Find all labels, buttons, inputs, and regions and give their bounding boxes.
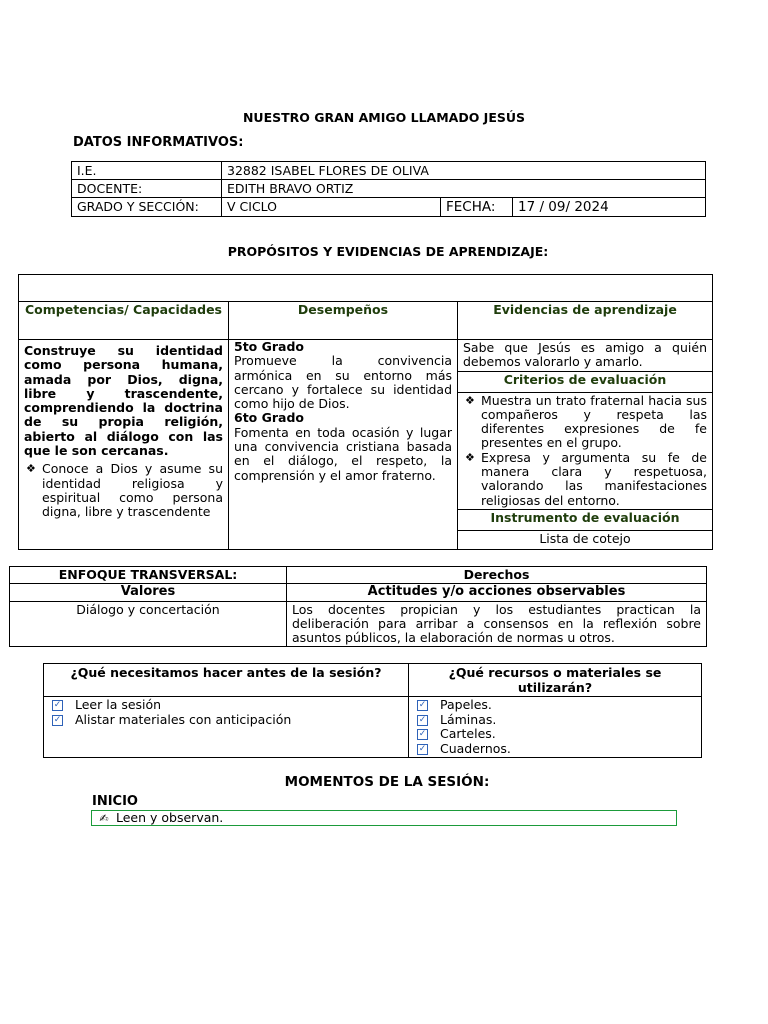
antes-list xyxy=(49,698,403,727)
checkbox-checked-icon: ✓ xyxy=(53,714,62,725)
actitud-value: Los docentes propician y los estudiantes practican la deliberación para arribar a consensos en la reflexión sobre asuntos públicos, la elaboración de normas u otros. xyxy=(287,601,707,647)
antes-cell xyxy=(44,697,409,758)
diamond-bullet-icon: ❖ xyxy=(26,462,36,476)
list-item: ✓ Carteles. xyxy=(418,726,496,741)
valor-value: Diálogo y concertación xyxy=(10,601,287,647)
diamond-bullet-icon: ❖ xyxy=(465,393,475,407)
competencias-header: Competencias/ Capacidades xyxy=(19,302,229,340)
recursos-header: ¿Qué recursos o materiales se utilizarán? xyxy=(409,664,702,697)
criterios-cell xyxy=(458,392,713,509)
criterios-header: Criterios de evaluación xyxy=(458,371,713,392)
writing-hand-icon: ✍ xyxy=(99,812,109,825)
list-item: ✓ Láminas. xyxy=(418,711,497,727)
grado6-text: Fomenta en toda ocasión y lugar una convivencia cristiana basada en el diálogo, el respeto, la comprensión y el amor fraterno. xyxy=(234,424,452,483)
desempenos-header: Desempeños xyxy=(229,302,458,340)
datos-heading: DATOS INFORMATIVOS: xyxy=(73,135,244,150)
recursos-cell xyxy=(409,697,702,758)
checkbox-checked-icon: ✓ xyxy=(53,700,62,710)
desempenos-cell xyxy=(229,340,458,550)
propositos-blank-row xyxy=(19,275,713,302)
competencia-cell xyxy=(19,340,229,550)
criterios-list xyxy=(463,394,707,508)
checkbox-checked-icon: ✓ xyxy=(418,743,427,754)
actitudes-label: Actitudes y/o acciones observables xyxy=(287,584,707,601)
propositos-table xyxy=(18,274,713,550)
enfoque-label: ENFOQUE TRANSVERSAL: xyxy=(10,567,287,584)
datos-table xyxy=(71,161,706,217)
grado5-text: Promueve la convivencia armónica en su entorno más cercano y fortalece su identidad como hijo de Dios. xyxy=(234,353,452,412)
document-title: NUESTRO GRAN AMIGO LLAMADO JESÚS xyxy=(242,110,526,125)
instrumento-value: Lista de cotejo xyxy=(458,530,713,549)
antes-header: ¿Qué necesitamos hacer antes de la sesión? xyxy=(44,664,409,697)
momentos-heading: MOMENTOS DE LA SESIÓN: xyxy=(284,774,490,790)
capacidades-list xyxy=(24,462,223,519)
evidencia-text: Sabe que Jesús es amigo a quién debemos valorarlo y amarlo. xyxy=(458,340,713,372)
list-item: ❖ Conoce a Dios y asume su identidad religiosa y espiritual como persona digna, libre y trascendente xyxy=(26,461,223,520)
recursos-list xyxy=(414,698,696,756)
propositos-heading: PROPÓSITOS Y EVIDENCIAS DE APRENDIZAJE: xyxy=(227,244,549,259)
ie-value: 32882 ISABEL FLORES DE OLIVA xyxy=(222,162,706,180)
docente-label: DOCENTE: xyxy=(72,180,222,198)
inicio-box xyxy=(91,810,677,826)
list-item: ❖ Muestra un trato fraternal hacia sus compañeros y respeta las diferentes expresiones de fe presentes en el grupo. xyxy=(465,392,707,451)
grado5-label: 5to Grado xyxy=(234,339,305,354)
checkbox-checked-icon: ✓ xyxy=(418,714,427,725)
preparacion-table xyxy=(43,663,702,758)
instrumento-header: Instrumento de evaluación xyxy=(458,509,713,530)
fecha-label: FECHA: xyxy=(441,198,513,217)
valores-label: Valores xyxy=(10,584,287,601)
grado6-label: 6to Grado xyxy=(234,410,305,426)
grado-value: V CICLO xyxy=(222,198,441,217)
checkbox-checked-icon: ✓ xyxy=(418,700,427,710)
fecha-value: 17 / 09/ 2024 xyxy=(513,198,706,217)
competencia-text: Construye su identidad como persona humana, amada por Dios, digna, libre y trascendente, comprendiendo la doctrina de su propia religión, abierto al diálogo con las que le son cercanas. xyxy=(24,343,223,459)
list-item: ❖ Expresa y argumenta su fe de manera clara y respetuosa, valorando las manifestaciones religiosas del entorno. xyxy=(465,449,707,508)
list-item: ✓ Leer la sesión xyxy=(53,697,162,712)
docente-value: EDITH BRAVO ORTIZ xyxy=(222,180,706,198)
list-item: ✓ Alistar materiales con anticipación xyxy=(53,711,292,727)
inicio-item: Leen y observan. xyxy=(116,810,224,825)
derechos-label: Derechos xyxy=(287,567,707,584)
evidencias-header: Evidencias de aprendizaje xyxy=(458,302,713,340)
ie-label: I.E. xyxy=(72,162,222,180)
checkbox-checked-icon: ✓ xyxy=(418,729,427,739)
grado-label: GRADO Y SECCIÓN: xyxy=(72,198,222,217)
list-item: ✓ Cuadernos. xyxy=(418,740,511,756)
enfoque-table xyxy=(9,566,707,647)
inicio-label: INICIO xyxy=(92,794,138,809)
diamond-bullet-icon: ❖ xyxy=(465,450,475,464)
list-item: ✓ Papeles. xyxy=(418,697,492,712)
